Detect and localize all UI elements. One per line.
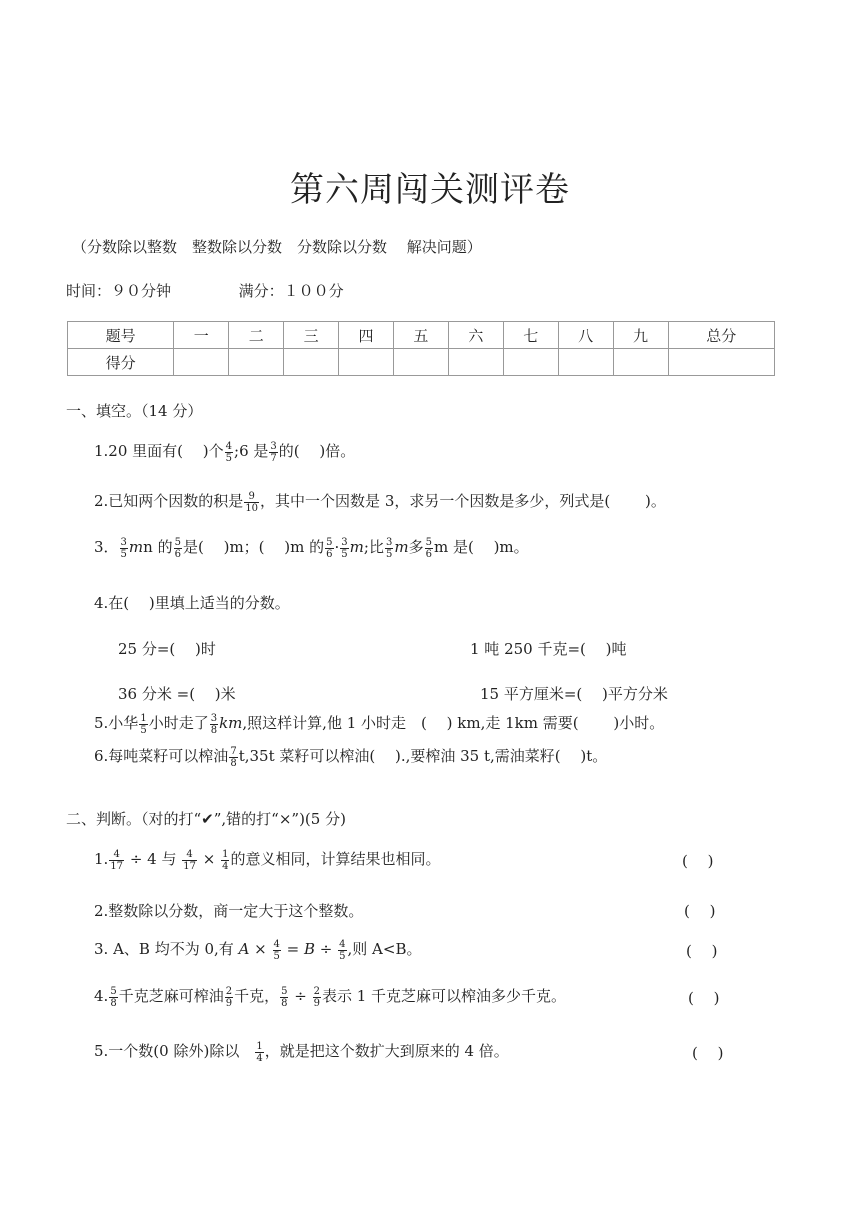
score-cell[interactable] (174, 349, 229, 376)
fraction: $\frac{2}{9}$ (313, 985, 320, 1009)
question-1-3: 3． $\frac{3}{5}$ mn 的 $\frac{5}{6}$ 是( )m；( )m 的 $\frac{5}{6}$ · $\frac{3}{5}$ m;比 $\frac{3}{5}$ m多 $\frac{5}{6}$ m 是( )m。 (94, 536, 529, 560)
q-text: ;6 是 (234, 442, 269, 460)
table-header-cell: 七 (503, 322, 558, 349)
table-header-cell: 五 (393, 322, 448, 349)
score-cell[interactable] (668, 349, 775, 376)
table-header-cell: 一 (174, 322, 229, 349)
question-2-2: 2.整数除以分数，商一定大于这个整数。 (94, 902, 364, 920)
score-cell[interactable] (229, 349, 284, 376)
q4-item: 1 吨 250 千克=( )吨 (470, 640, 627, 658)
table-header-cell: 三 (284, 322, 339, 349)
question-2-3: 3. A、B 均不为 0,有 A × $\frac{4}{5}$ = B ÷ $\frac{4}{5}$ ,则 A<B。 (94, 938, 422, 962)
fraction: $\frac{4}{5}$ (225, 440, 233, 464)
fraction: $\frac{5}{6}$ (174, 536, 181, 560)
score-cell[interactable] (613, 349, 668, 376)
table-header-row (68, 322, 775, 349)
time-label: 时间：９０分钟 (66, 282, 172, 300)
fraction: $\frac{1}{4}$ (256, 1040, 263, 1064)
score-cell[interactable] (284, 349, 339, 376)
question-1-1 (94, 440, 355, 464)
answer-paren[interactable]: ( ) (688, 989, 720, 1007)
table-header-cell: 八 (558, 322, 613, 349)
fraction: $\frac{5}{8}$ (281, 985, 288, 1009)
answer-paren[interactable]: ( ) (686, 942, 718, 960)
question-2-1: 1. $\frac{4}{17}$ ÷ 4 与 $\frac{4}{17}$ × $\frac{1}{4}$ 的意义相同，计算结果也相同。 (94, 848, 441, 872)
score-cell[interactable] (503, 349, 558, 376)
fraction: $\frac{4}{5}$ (273, 938, 280, 962)
q-text: 1.20 里面有( )个 (94, 442, 224, 460)
fraction: $\frac{3}{7}$ (270, 440, 277, 464)
q4-item: 36 分米 =( )米 (118, 685, 236, 703)
table-header-cell: 六 (448, 322, 503, 349)
q4-item: 25 分=( )时 (118, 640, 216, 658)
fraction: $\frac{9}{10}$ (245, 490, 259, 514)
table-score-row (68, 349, 775, 376)
score-label: 满分：１００分 (238, 282, 344, 300)
q-text: ，其中一个因数是 3，求另一个因数是多少，列式是( )。 (260, 492, 666, 510)
question-1-6: 6.每吨菜籽可以榨油 $\frac{7}{8}$ t,35t 菜籽可以榨油( ).,要榨油 35 t,需油菜籽( )t。 (94, 745, 608, 769)
score-cell[interactable] (448, 349, 503, 376)
answer-paren[interactable]: ( ) (692, 1044, 724, 1062)
fraction: $\frac{3}{8}$ (210, 712, 218, 736)
fraction: $\frac{4}{17}$ (183, 848, 196, 872)
score-table (67, 321, 775, 376)
fraction: $\frac{3}{5}$ (120, 536, 127, 560)
fraction: $\frac{5}{6}$ (425, 536, 432, 560)
table-header-cell: 二 (229, 322, 284, 349)
fraction: $\frac{5}{6}$ (326, 536, 333, 560)
table-header-cell: 四 (339, 322, 394, 349)
section2-heading: 二、判断。（对的打“✔”,错的打“×”)(5 分) (66, 810, 346, 828)
fraction: $\frac{3}{5}$ (341, 536, 348, 560)
question-1-2 (94, 490, 666, 514)
table-row-label: 得分 (68, 349, 174, 376)
fraction: $\frac{4}{5}$ (339, 938, 346, 962)
page-title: 第六周闯关测评卷 (290, 170, 570, 210)
question-1-5: 5.小华 $\frac{1}{5}$ 小时走了 $\frac{3}{8}$ km,照这样计算,他 1 小时走 ( ) km,走 1km 需要( )小时。 (94, 712, 665, 736)
fraction: $\frac{1}{5}$ (140, 712, 147, 736)
subtitle: （分数除以整数 整数除以分数 分数除以分数 解决问题） (72, 238, 482, 256)
q-text: 2.已知两个因数的积是 (94, 492, 244, 510)
fraction: $\frac{4}{17}$ (110, 848, 124, 872)
exam-info (66, 280, 344, 301)
fraction: $\frac{2}{9}$ (225, 985, 233, 1009)
question-2-5: 5.一个数(0 除外)除以 $\frac{1}{4}$ ，就是把这个数扩大到原来的 4 倍。 (94, 1040, 509, 1064)
answer-paren[interactable]: ( ) (684, 902, 716, 920)
answer-paren[interactable]: ( ) (682, 852, 714, 870)
score-cell[interactable] (339, 349, 394, 376)
table-header-cell: 题号 (68, 322, 174, 349)
fraction: $\frac{1}{4}$ (222, 848, 229, 872)
q-text: 的( )倍。 (278, 442, 356, 460)
q4-item: 15 平方厘米=( )平方分米 (480, 685, 668, 703)
table-header-cell: 总分 (668, 322, 775, 349)
table-header-cell: 九 (613, 322, 668, 349)
section1-heading: 一、填空。（14 分） (66, 402, 203, 420)
question-2-4: 4. $\frac{5}{8}$ 千克芝麻可榨油 $\frac{2}{9}$ 千克， $\frac{5}{8}$ ÷ $\frac{2}{9}$ 表示 1 千克芝麻可以榨油多少千克。 (94, 985, 567, 1009)
score-cell[interactable] (393, 349, 448, 376)
score-cell[interactable] (558, 349, 613, 376)
fraction: $\frac{5}{8}$ (110, 985, 117, 1009)
fraction: $\frac{7}{8}$ (230, 745, 237, 769)
question-1-4: 4.在( )里填上适当的分数。 (94, 594, 290, 612)
fraction: $\frac{3}{5}$ (385, 536, 393, 560)
